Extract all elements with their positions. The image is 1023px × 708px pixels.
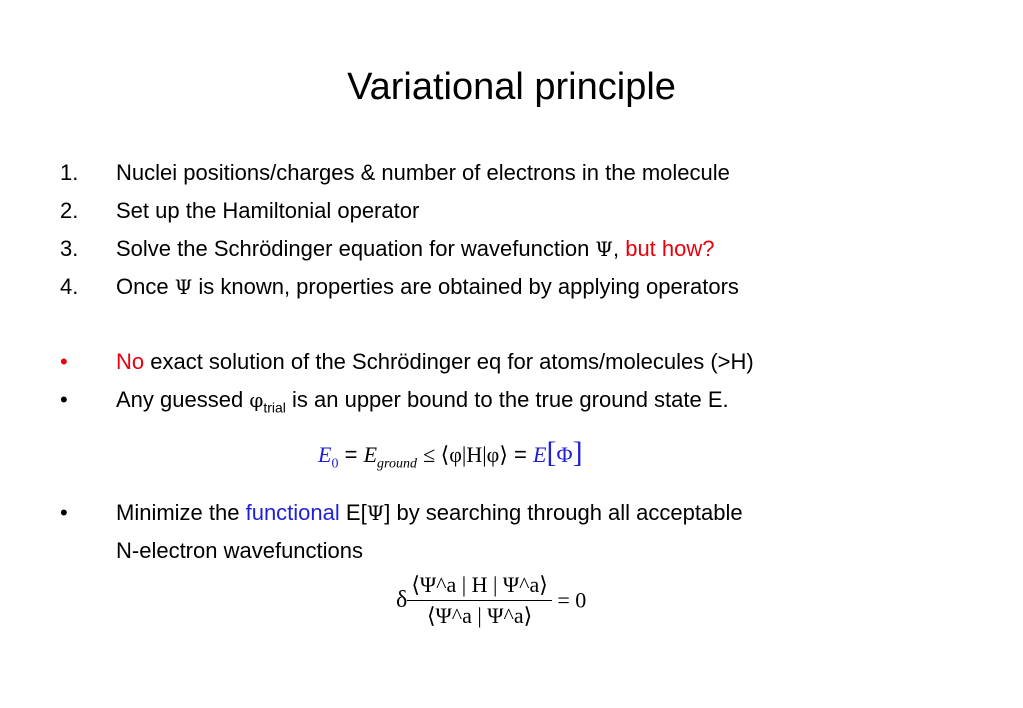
highlight-but-how: but how?	[625, 236, 715, 261]
bullet-text	[116, 500, 743, 526]
item-text	[116, 236, 715, 262]
item-text: Set up the Hamiltonial operator	[116, 198, 420, 223]
bullet-text	[116, 349, 754, 375]
variational-equation	[396, 572, 586, 629]
eground-subscript: ground	[377, 456, 417, 472]
text-fragment: Solve the Schrödinger equation for wavefunction	[116, 236, 596, 261]
energy-equation	[318, 436, 583, 472]
item-number: 1.	[60, 160, 79, 185]
bullet-text	[116, 387, 729, 415]
expectation-expression: ≤ ⟨φ|H|φ⟩	[423, 442, 508, 467]
slide-title: Variational principle	[347, 66, 676, 108]
item-number: 4.	[60, 274, 79, 299]
text-fragment: E[	[339, 500, 367, 525]
text-fragment: exact solution of the Schrödinger eq for atoms/molecules (>H)	[144, 349, 754, 374]
e0-subscript: 0	[331, 456, 339, 472]
psi-symbol: Ψ	[174, 275, 193, 299]
text-fragment: ,	[612, 236, 626, 261]
trial-subscript: trial	[263, 399, 286, 416]
item-number: 2.	[60, 198, 79, 223]
phi-capital-symbol: Φ	[556, 442, 573, 467]
psi-symbol: Ψ	[366, 501, 385, 525]
text-fragment: ] by searching through all acceptable	[384, 500, 743, 525]
denominator: ⟨Ψ^a | Ψ^a⟩	[426, 603, 533, 628]
equals-sign: =	[344, 442, 358, 467]
text-fragment: Minimize the	[116, 500, 246, 525]
psi-symbol: Ψ	[595, 237, 613, 261]
e0-symbol: E	[318, 442, 332, 467]
text-fragment: Any guessed	[116, 387, 250, 412]
item-text: Nuclei positions/charges & number of electrons in the molecule	[116, 160, 730, 185]
functional-e-symbol: E	[533, 442, 547, 467]
highlight-no: No	[116, 349, 145, 374]
rhs-zero: = 0	[557, 587, 587, 613]
bullet-marker: •	[60, 500, 68, 525]
bracket-open: [	[546, 436, 557, 469]
delta-symbol: δ	[396, 587, 408, 613]
phi-symbol: φ	[249, 388, 264, 412]
item-number: 3.	[60, 236, 79, 261]
eground-symbol: E	[363, 442, 378, 467]
bullet-text-line2: N-electron wavefunctions	[116, 538, 364, 563]
item-text	[116, 274, 739, 300]
bracket-close: ]	[572, 436, 583, 469]
text-fragment: is an upper bound to the true ground state E.	[285, 387, 729, 412]
text-fragment: Once	[116, 274, 175, 299]
equals-sign: =	[514, 442, 527, 467]
fraction	[407, 572, 552, 629]
bullet-marker: •	[60, 349, 68, 374]
text-fragment: is known, properties are obtained by applying operators	[192, 274, 739, 299]
numerator: ⟨Ψ^a | H | Ψ^a⟩	[407, 572, 552, 601]
bullet-marker: •	[60, 387, 68, 412]
highlight-functional: functional	[245, 500, 340, 525]
